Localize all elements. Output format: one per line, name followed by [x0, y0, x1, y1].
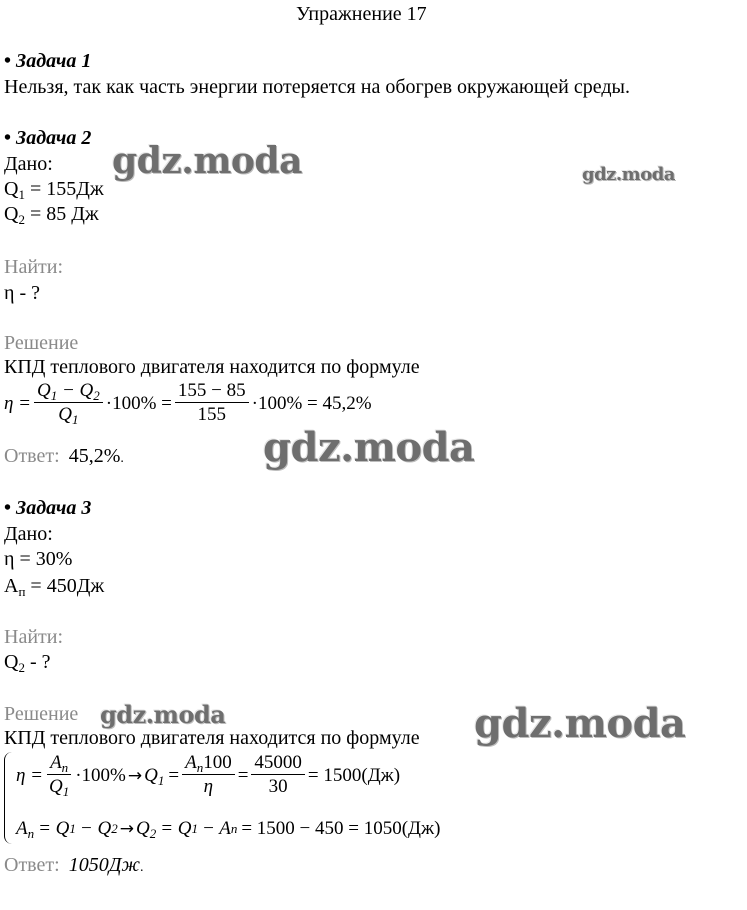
task2-given-label: Дано:	[4, 153, 53, 175]
watermark: gdz.moda	[263, 424, 475, 471]
task3-solution-label: Решение	[4, 703, 79, 725]
task2-heading: • Задача 2	[4, 127, 92, 149]
fraction: $\frac{A_n100}{\eta}$	[182, 752, 235, 799]
task2-answer: Ответ: 45,2%.	[4, 445, 124, 467]
watermark: gdz.moda	[474, 700, 686, 747]
task3-eta: η = 30%	[4, 548, 73, 570]
task3-ap: $A_п = 450Дж$	[4, 575, 105, 599]
system-brace	[4, 752, 15, 844]
task3-find: $Q_2$ - ?	[4, 651, 51, 675]
page-title: Упражнение 17	[296, 3, 427, 25]
watermark: gdz.moda	[112, 140, 302, 182]
task2-q2: $Q_2 = 85$ Дж	[4, 203, 99, 227]
task2-find: η - ?	[4, 282, 40, 304]
fraction: $\frac{A_n}{Q_1}$	[49, 752, 70, 799]
task3-solution-text: КПД теплового двигателя находится по формуле	[4, 727, 420, 749]
arrow-icon: →	[127, 765, 143, 786]
fraction: $\frac{45000}{30}$	[251, 752, 305, 799]
task3-formula-line1: η = $\frac{A_n}{Q_1}$ ·100% → $Q_1$ = $\frac{A_n100}{\eta}$ = $\frac{45000}{30}$ = 1500(Дж)	[16, 752, 401, 799]
task2-formula: η = $\frac{Q_1 - Q_2}{Q_1}$ ·100% = $\frac{155 - 85}{155}$ ·100% = 45,2%	[4, 380, 372, 427]
task1-heading: • Задача 1	[4, 50, 92, 72]
task3-given-label: Дано:	[4, 523, 53, 545]
task1-text: Нельзя, так как часть энергии потеряется на обогрев окружающей среды.	[4, 76, 630, 98]
watermark: gdz.moda	[100, 700, 226, 729]
task2-q1: $Q_1 = 155Дж$	[4, 178, 104, 202]
arrow-icon: →	[119, 819, 134, 839]
watermark: gdz.moda	[582, 164, 675, 185]
task2-solution-text: КПД теплового двигателя находится по формуле	[4, 356, 420, 378]
fraction: $\frac{155 - 85}{155}$	[175, 380, 249, 427]
task3-heading: • Задача 3	[4, 497, 92, 519]
task3-answer: Ответ: 1050Дж.	[4, 854, 144, 876]
task3-find-label: Найти:	[4, 626, 64, 648]
task2-find-label: Найти:	[4, 256, 64, 278]
task3-formula-line2: $A_n$ = Q 1 − Q 2 → $Q_2$ = Q 1 − A n = 1500 − 450 = 1050(Дж)	[16, 818, 441, 841]
fraction: $\frac{Q_1 - Q_2}{Q_1}$	[34, 380, 103, 427]
task2-solution-label: Решение	[4, 332, 79, 354]
